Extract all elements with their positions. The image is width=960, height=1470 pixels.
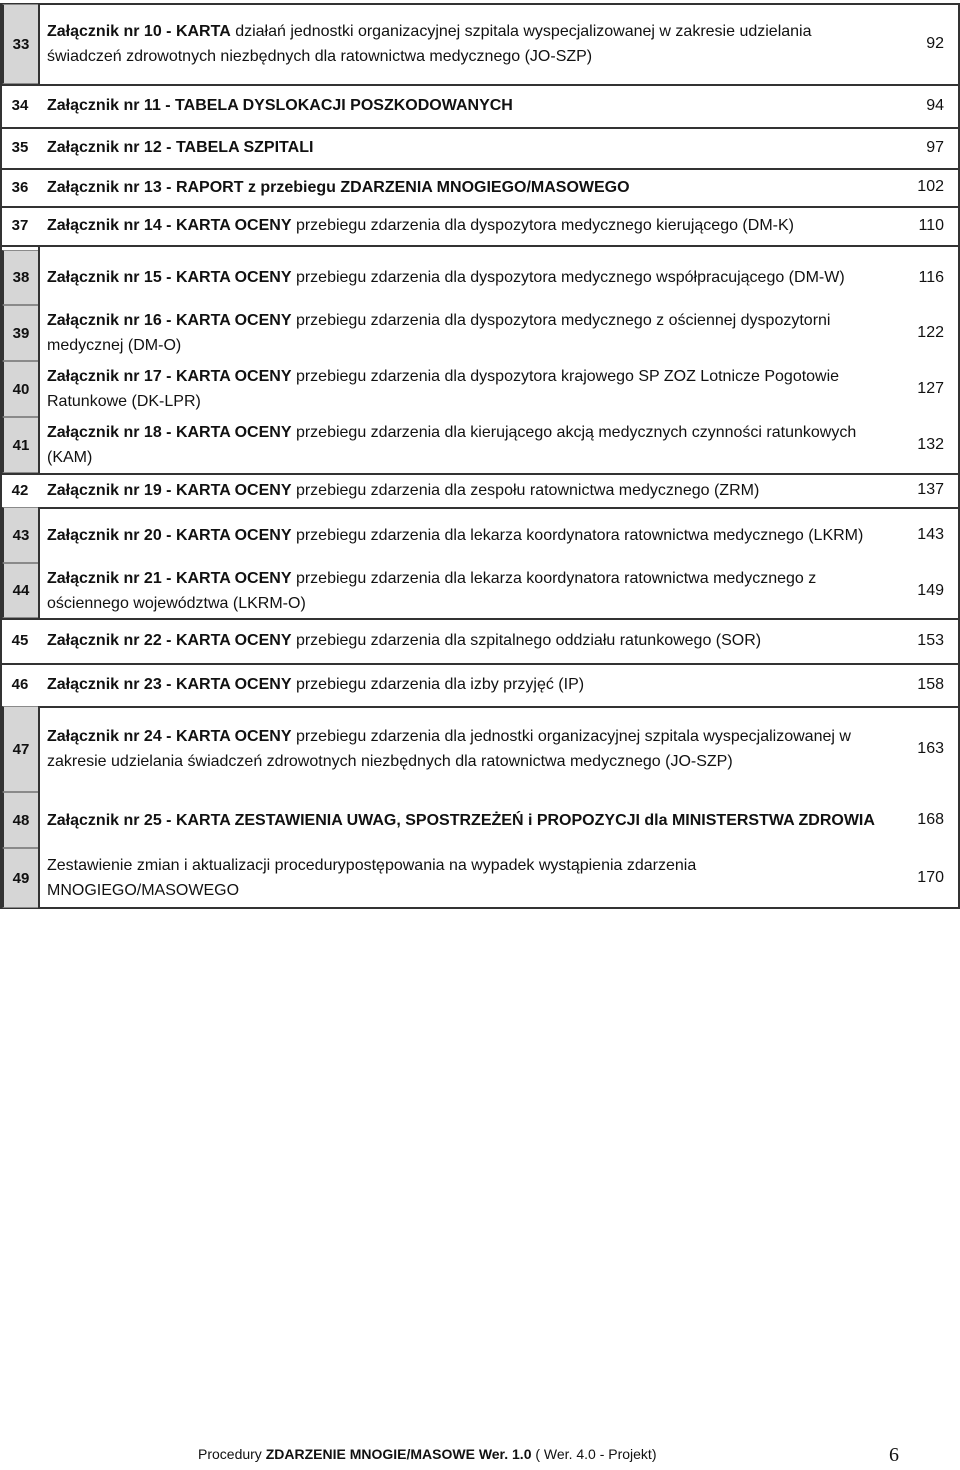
entry-title-rest: przebiegu zdarzenia dla dyspozytora krajowego SP ZOZ Lotnicze Pogotowie Ratunkowe (DK-LPR) [47,368,840,410]
entry-page-number: 110 [918,216,944,234]
toc-entry[interactable] [0,417,960,473]
entry-number: 48 [2,792,38,848]
entry-title [47,706,877,792]
entry-number: 38 [2,250,38,305]
entry-title-bold: Załącznik nr 19 - KARTA OCENY [47,481,292,499]
entry-title [47,4,877,84]
entry-title [47,792,877,848]
entry-title-bold: Załącznik nr 22 - KARTA OCENY [47,632,292,649]
entry-title-rest: przebiegu zdarzenia dla kierującego akcją medycznych czynności ratunkowych (KAM) [47,424,857,466]
entry-number: 46 [11,676,29,693]
entry-title [47,305,877,361]
entry-title-bold: Załącznik nr 12 - TABELA SZPITALI [47,139,314,156]
entry-title-bold: Załącznik nr 21 - KARTA OCENY [47,569,292,587]
toc-entry[interactable] [0,563,960,618]
entry-title-rest: przebiegu zdarzenia dla lekarza koordynatora ratownictwa medycznego z ościennego województwa (LKRM-O) [47,569,817,612]
entry-title [47,250,877,305]
entry-title [47,663,877,706]
toc-entry[interactable] [0,250,960,305]
entry-title [47,473,877,507]
entry-title [47,361,877,417]
toc-entry[interactable] [0,206,960,245]
toc-entry[interactable] [0,305,960,361]
entry-number: 40 [2,361,38,417]
entry-title-bold: Załącznik nr 10 - KARTA [47,23,231,40]
entry-page-number: 163 [917,740,944,757]
toc-entry[interactable] [0,4,960,84]
entry-title-rest: przebiegu zdarzenia dla izby przyjęć (IP) [291,676,585,693]
entry-title-bold: Załącznik nr 14 - KARTA OCENY [47,217,292,234]
entry-title [47,168,877,206]
toc-entry[interactable] [0,848,960,908]
entry-page-number: 132 [917,436,944,453]
entry-title-bold: Załącznik nr 13 - RAPORT z przebiegu ZDARZENIA MNOGIEGO/MASOWEGO [47,178,630,196]
toc-entry[interactable] [0,618,960,663]
entry-title-bold: Załącznik nr 18 - KARTA OCENY [47,424,292,441]
entry-number: 45 [11,632,29,649]
entry-title-rest: przebiegu zdarzenia dla dyspozytora medycznego z ościennej dyspozytorni medycznej (DM-O) [47,312,831,354]
entry-title [47,563,877,618]
entry-number: 34 [11,97,29,114]
entry-page-number: 168 [917,811,944,828]
entry-title-rest: przebiegu zdarzenia dla szpitalnego oddziału ratunkowego (SOR) [291,632,762,649]
entry-title [47,206,877,245]
entry-number: 49 [2,848,38,908]
entry-page-number: 92 [926,35,944,52]
entry-number: 35 [11,139,29,156]
footer-page-number: 6 [889,1444,899,1466]
toc-entry[interactable] [0,168,960,206]
row-divider [0,245,960,247]
toc-entry[interactable] [0,84,960,127]
entry-title-bold: Załącznik nr 24 - KARTA OCENY [47,728,292,745]
page-footer [0,1440,960,1470]
entry-number: 44 [2,563,38,618]
entry-title-rest: przebiegu zdarzenia dla jednostki organizacyjnej szpitala wyspecjalizowanej w zakresie udzielania świadczeń zdrowotnych niezbędnych dla ratownictwa medycznego (JO-SZP) [47,728,851,770]
entry-page-number: 97 [926,138,944,156]
entry-title [47,84,877,127]
toc-entry[interactable] [0,663,960,706]
entry-title-rest: przebiegu zdarzenia dla lekarza koordynatora ratownictwa medycznego (LKRM) [291,526,864,544]
entry-page-number: 102 [917,178,944,195]
entry-page-number: 149 [917,581,944,599]
toc-entry[interactable] [0,473,960,507]
entry-page-number: 122 [917,324,944,341]
entry-title-rest: Zestawienie zmian i aktualizacji procedurypostępowania na wypadek wystąpienia zdarzenia MNOGIEGO/MASOWEGO [47,857,697,899]
entry-page-number: 143 [917,526,944,543]
entry-page-number: 158 [917,675,944,693]
entry-page-number: 153 [917,631,944,649]
entry-title-bold: Załącznik nr 11 - TABELA DYSLOKACJI POSZKODOWANYCH [47,97,513,114]
entry-number: 33 [2,4,38,84]
toc-entry[interactable] [0,361,960,417]
entry-title-bold: Załącznik nr 20 - KARTA OCENY [47,526,292,544]
entry-number: 47 [2,706,38,792]
entry-title [47,417,877,473]
entry-page-number: 116 [918,268,944,286]
entry-title-bold: Załącznik nr 23 - KARTA OCENY [47,676,292,693]
footer-text: Procedury ZDARZENIE MNOGIE/MASOWE Wer. 1.0 ( Wer. 4.0 - Projekt) [198,1446,657,1462]
toc-entry[interactable] [0,127,960,168]
entry-page-number: 170 [917,869,944,886]
entry-number: 39 [2,305,38,361]
entry-title [47,618,877,663]
entry-title-bold: Załącznik nr 15 - KARTA OCENY [47,269,292,286]
toc-entry[interactable] [0,792,960,848]
entry-page-number: 137 [917,481,944,498]
entry-title-rest: przebiegu zdarzenia dla dyspozytora medycznego kierującego (DM-K) [291,217,794,234]
entry-number: 43 [2,507,38,563]
entry-page-number: 94 [926,96,944,114]
entry-title [47,848,877,908]
entry-title-bold: Załącznik nr 25 - KARTA ZESTAWIENIA UWAG, SPOSTRZEŻEŃ i PROPOZYCJI dla MINISTERSTWA ZDROWIA [47,811,875,829]
entry-number: 37 [11,217,29,234]
entry-title-rest: przebiegu zdarzenia dla zespołu ratownictwa medycznego (ZRM) [291,481,760,499]
entry-title [47,507,877,563]
entry-title-rest: działań jednostki organizacyjnej szpitala wyspecjalizowanej w zakresie udzielania świadczeń zdrowotnych niezbędnych dla ratownictwa medycznego (JO-SZP) [47,23,812,65]
entry-number: 36 [11,178,29,196]
entry-title-bold: Załącznik nr 17 - KARTA OCENY [47,368,292,385]
toc-entry[interactable] [0,706,960,792]
entry-page-number: 127 [917,380,944,397]
entry-title-bold: Załącznik nr 16 - KARTA OCENY [47,312,292,329]
entry-title-rest: przebiegu zdarzenia dla dyspozytora medycznego współpracującego (DM-W) [291,269,845,286]
toc-entry[interactable] [0,507,960,563]
entry-title [47,127,877,168]
entry-number: 42 [11,481,29,499]
entry-number: 41 [2,417,38,473]
